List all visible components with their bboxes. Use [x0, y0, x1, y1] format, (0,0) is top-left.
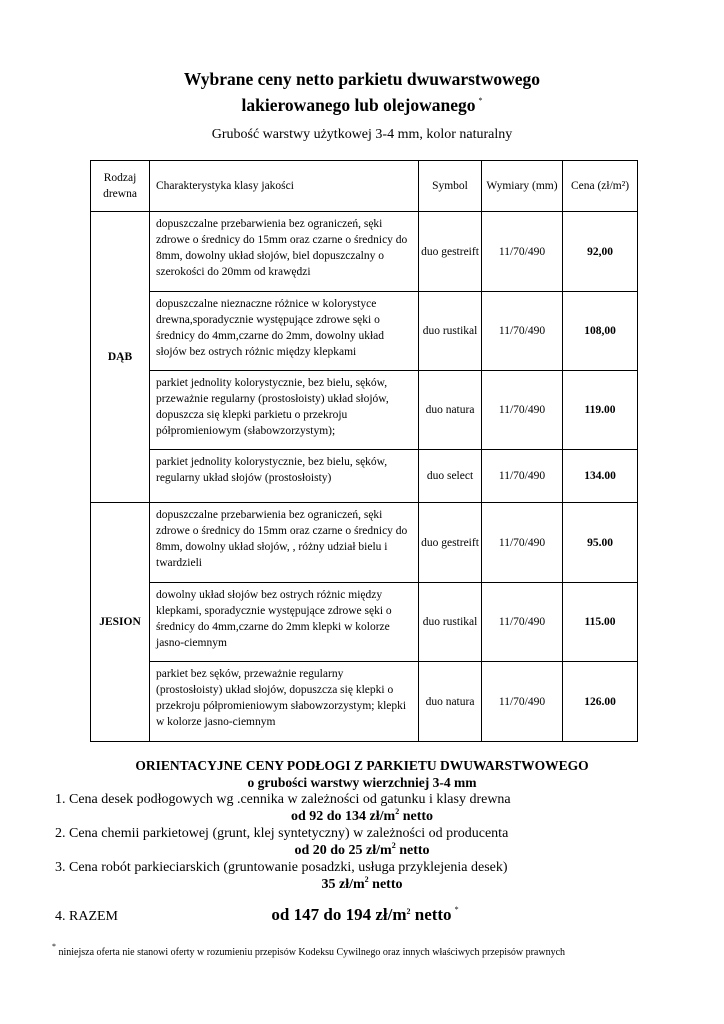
symbol-cell: duo natura	[419, 662, 482, 742]
wood-cell: DĄB	[91, 212, 150, 503]
price-cell: 108,00	[563, 292, 638, 371]
price-cell: 119.00	[563, 371, 638, 450]
footnote-text: niniejsza oferta nie stanowi oferty w rozumieniu przepisów Kodeksu Cywilnego oraz innych właściwych przepisów prawnych	[58, 947, 566, 958]
header-characteristic: Charakterystyka klasy jakości	[150, 161, 419, 212]
characteristic-cell: dopuszczalne przebarwienia bez ograniczeń, sęki zdrowe o średnicy do 15mm oraz czarne o średnicy do 8mm, dowolny układ słojów, biel dopuszczalny o szerokości do 20mm od krawędzi	[150, 212, 419, 292]
symbol-cell: duo gestreift	[419, 212, 482, 292]
characteristic-cell: parkiet jednolity kolorystycznie, bez bielu, sęków, regularny układ słojów (prostosłoisty)	[150, 450, 419, 503]
dimensions-cell: 11/70/490	[482, 583, 563, 662]
footnote-asterisk: *	[52, 942, 56, 951]
table-row	[91, 212, 638, 292]
table-row	[91, 450, 638, 503]
summary-heading-1: ORIENTACYJNE CENY PODŁOGI Z PARKIETU DWUWARSTWOWEGO	[135, 758, 589, 773]
summary-item-2-value: od 20 do 25 $zł/m^2$ netto	[294, 841, 430, 858]
header-price: Cena (zł/m²)	[563, 161, 638, 212]
summary-heading-2: o grubości warstwy wierzchniej 3-4 mm	[247, 775, 477, 790]
footnote	[52, 942, 566, 960]
table-row	[91, 503, 638, 583]
price-cell: 95.00	[563, 503, 638, 583]
total-asterisk: *	[454, 905, 459, 914]
dimensions-cell: 11/70/490	[482, 371, 563, 450]
characteristic-cell: parkiet bez sęków, przeważnie regularny (prostosłoisty) układ słojów, dopuszcza się klepki o przekroju półpromieniowym słabowzorzystym; klepki w kolorze jasno-ciemnym	[150, 662, 419, 742]
price-cell: 115.00	[563, 583, 638, 662]
characteristic-cell: parkiet jednolity kolorystycznie, bez bielu, sęków, przeważnie regularny (prostosłoisty) układ słojów, dopuszcza się klepki parkietu o przekroju półpromieniowym (słabowzorzystym);	[150, 371, 419, 450]
dimensions-cell: 11/70/490	[482, 662, 563, 742]
characteristic-cell: dopuszczalne przebarwienia bez ograniczeń, sęki zdrowe o średnicy do 15mm oraz czarne o średnicy do 8mm, dowolny układ słojów, , różny udział bielu i twardzieli	[150, 503, 419, 583]
title-line-1: Wybrane ceny netto parkietu dwuwarstwowego	[183, 69, 541, 89]
price-table	[90, 160, 638, 742]
header-dimensions: Wymiary (mm)	[482, 161, 563, 212]
table-row	[91, 583, 638, 662]
dimensions-cell: 11/70/490	[482, 450, 563, 503]
symbol-cell: duo rustikal	[419, 292, 482, 371]
table-header-row	[91, 161, 638, 212]
total-label: 4. RAZEM	[55, 909, 118, 924]
page-title	[0, 68, 724, 116]
table-row	[91, 292, 638, 371]
header-symbol: Symbol	[419, 161, 482, 212]
characteristic-cell: dopuszczalne nieznaczne różnice w kolorystyce drewna,sporadycznie występujące zdrowe sęki o średnicy do 4mm,czarne do 2mm, dowolny układ słojów bez ostrych różnic między klepkami	[150, 292, 419, 371]
title-line-2: lakierowanego lub olejowanego *	[241, 95, 483, 115]
summary-item-3: 3. Cena robót parkieciarskich (gruntowanie posadzki, usługa przyklejenia desek)	[55, 860, 508, 875]
symbol-cell: duo rustikal	[419, 583, 482, 662]
table-row	[91, 371, 638, 450]
summary-item-2: 2. Cena chemii parkietowej (grunt, klej syntetyczny) w zależności od producenta	[55, 826, 509, 841]
summary-item-3-value: 35 $zł/m^2$ netto	[321, 875, 403, 892]
subtitle: Grubość warstwy użytkowej 3-4 mm, kolor naturalny	[211, 127, 513, 142]
price-cell: 134.00	[563, 450, 638, 503]
symbol-cell: duo gestreift	[419, 503, 482, 583]
dimensions-cell: 11/70/490	[482, 292, 563, 371]
total-value: od 147 do 194 $zł/m^2$ netto *	[271, 905, 459, 924]
price-cell: 92,00	[563, 212, 638, 292]
characteristic-cell: dowolny układ słojów bez ostrych różnic między klepkami, sporadycznie występujące zdrowe sęki o średnicy do 4mm,czarne do 2mm klepki w kolorze jasno-ciemnym	[150, 583, 419, 662]
symbol-cell: duo natura	[419, 371, 482, 450]
wood-cell: JESION	[91, 503, 150, 742]
table-row	[91, 662, 638, 742]
price-cell: 126.00	[563, 662, 638, 742]
header-wood: Rodzaj drewna	[91, 161, 150, 212]
summary-item-1: 1. Cena desek podłogowych wg .cennika w zależności od gatunku i klasy drewna	[55, 792, 511, 807]
dimensions-cell: 11/70/490	[482, 212, 563, 292]
symbol-cell: duo select	[419, 450, 482, 503]
title-asterisk: *	[478, 96, 483, 105]
dimensions-cell: 11/70/490	[482, 503, 563, 583]
summary-item-1-value: od 92 do 134 $zł/m^2$ netto	[290, 807, 434, 824]
